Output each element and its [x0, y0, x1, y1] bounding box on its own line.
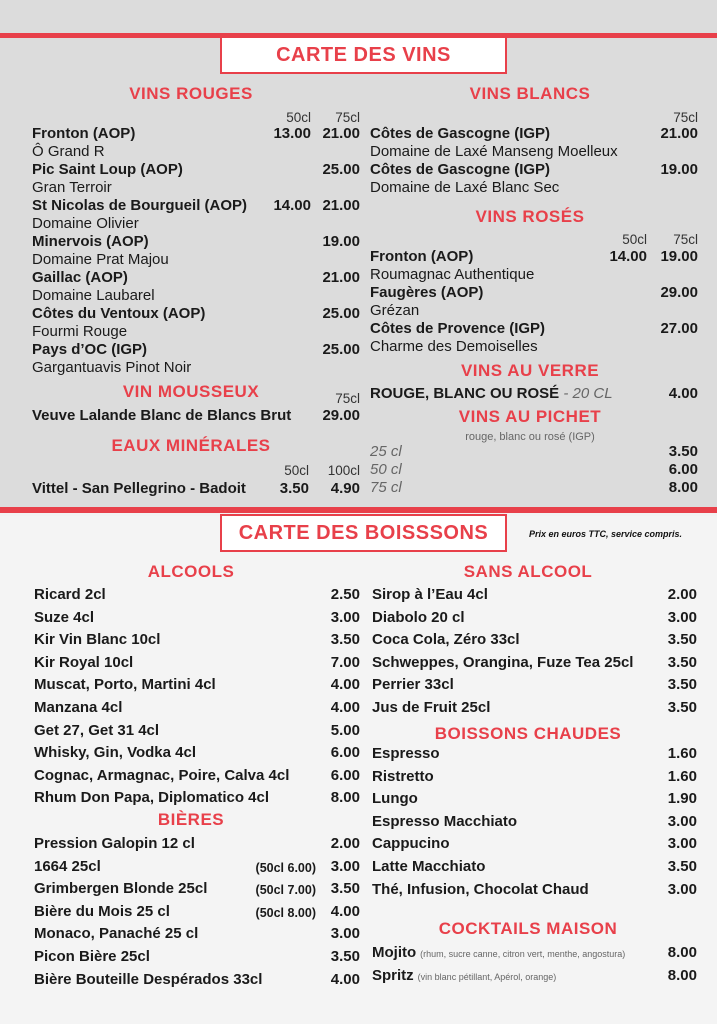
middle-red-line: [0, 507, 717, 513]
alcools-item-name: Suze 4cl: [34, 608, 95, 626]
drinks-title: CARTE DES BOISSSONS: [220, 514, 507, 552]
sans-item-name: Sirop à l’Eau 4cl: [372, 586, 488, 603]
roses-price-50cl: 14.00: [609, 248, 647, 265]
rouges-item-sub: Gran Terroir: [32, 179, 112, 196]
blancs-col: 75cl: [673, 110, 698, 125]
rouges-title: VINS ROUGES: [129, 84, 253, 103]
sans-item-price: 3.00: [667, 608, 697, 626]
verre-title: VINS AU VERRE: [460, 361, 600, 380]
rouges-item-sub: Domaine Prat Majou: [32, 251, 169, 268]
rouges-col-50cl: 50cl: [286, 110, 311, 125]
pichet-price: 6.00: [668, 461, 698, 478]
blancs-item-sub: Domaine de Laxé Manseng Moelleux: [370, 143, 618, 160]
alcools-item-price: 6.00: [330, 744, 360, 762]
rouges-price-75cl: 19.00: [322, 233, 360, 250]
alcools-item-price: 8.00: [330, 789, 360, 807]
chaudes-item-price: 1.60: [667, 767, 697, 785]
sans-item-name: Perrier 33cl: [372, 676, 454, 694]
sans-title: SANS ALCOOL: [463, 562, 593, 581]
mousseux-col: 75cl: [335, 391, 360, 406]
alcools-item-price: 5.00: [330, 721, 360, 739]
sans-item-price: 2.00: [667, 586, 697, 603]
roses-item-sub: Roumagnac Authentique: [370, 266, 535, 283]
alcools-item-price: 7.00: [330, 653, 360, 671]
alcools-item-price: 4.00: [330, 699, 360, 716]
chaudes-item-price: 3.50: [667, 858, 697, 875]
alcools-title: ALCOOLS: [147, 562, 235, 581]
chaudes-item-name: Espresso Macchiato: [372, 812, 518, 830]
chaudes-item-name: Ristretto: [372, 767, 434, 785]
roses-col-75cl: 75cl: [673, 232, 698, 247]
pichet-price: 8.00: [668, 479, 698, 496]
verre-name: ROUGE, BLANC OU ROSÉ - 20 CL: [370, 385, 613, 402]
alcools-item-name: Get 27, Get 31 4cl: [34, 721, 160, 739]
pichet-sub: rouge, blanc ou rosé (IGP): [465, 431, 595, 443]
sans-item-price: 3.50: [667, 653, 697, 671]
alcools-item-name: Rhum Don Papa, Diplomatico 4cl: [34, 789, 270, 807]
price-note: Prix en euros TTC, service compris.: [529, 529, 683, 539]
chaudes-item-price: 3.00: [667, 835, 697, 853]
roses-item-sub: Charme des Demoiselles: [370, 338, 538, 355]
eaux-title: EAUX MINÉRALES: [111, 436, 271, 455]
alcools-item-name: Ricard 2cl: [34, 586, 106, 603]
bieres-item-name: Bière du Mois 25 cl: [34, 902, 170, 920]
rouges-item-sub: Ô Grand R: [32, 143, 105, 160]
mousseux-price: 29.00: [322, 407, 360, 424]
sans-item-price: 3.50: [667, 676, 697, 694]
bieres-item-price: 4.00: [330, 970, 360, 988]
roses-price-75cl: 27.00: [660, 320, 698, 337]
alcools-item-name: Kir Vin Blanc 10cl: [34, 631, 161, 649]
sans-item-price: 3.50: [667, 631, 697, 649]
rouges-item-name: Pays d’OC (IGP): [32, 341, 148, 358]
alcools-item-price: 3.00: [330, 608, 360, 626]
rouges-item-sub: Domaine Laubarel: [32, 287, 155, 304]
roses-item-name: Faugères (AOP): [370, 284, 484, 301]
sans-item-name: Schweppes, Orangina, Fuze Tea 25cl: [372, 653, 634, 671]
verre-price: 4.00: [668, 385, 698, 402]
bieres-item-price: 3.00: [330, 925, 360, 943]
roses-item-name: Côtes de Provence (IGP): [370, 320, 546, 337]
eaux-col-50cl: 50cl: [284, 463, 309, 478]
wine-title: CARTE DES VINS: [220, 36, 507, 74]
chaudes-item-name: Espresso: [372, 745, 440, 762]
blancs-price: 21.00: [660, 125, 698, 142]
chaudes-item-price: 3.00: [667, 812, 697, 830]
bieres-item-name: Picon Bière 25cl: [34, 948, 150, 965]
chaudes-title: BOISSONS CHAUDES: [434, 724, 622, 743]
bieres-item-price: 3.50: [330, 948, 360, 965]
verre-size: - 20 CL: [559, 385, 613, 402]
alcools-item-name: Manzana 4cl: [34, 699, 123, 716]
rouges-item-name: St Nicolas de Bourgueil (AOP): [32, 197, 248, 214]
pichet-size: 25 cl: [370, 443, 402, 460]
roses-title: VINS ROSÉS: [475, 207, 585, 226]
bieres-item-name: Bière Bouteille Despérados 33cl: [34, 970, 263, 988]
chaudes-item-name: Latte Macchiato: [372, 858, 486, 875]
chaudes-item-name: Lungo: [372, 790, 418, 808]
rouges-price-50cl: 13.00: [273, 125, 311, 142]
rouges-price-50cl: 14.00: [273, 197, 311, 214]
bieres-item-price: 2.00: [330, 835, 360, 852]
eaux-name: Vittel - San Pellegrino - Badoit: [32, 480, 246, 497]
rouges-price-75cl: 25.00: [322, 305, 360, 322]
alcools-item-price: 4.00: [330, 676, 360, 694]
bieres-item-name: 1664 25cl: [34, 857, 101, 875]
pichet-size: 75 cl: [370, 479, 402, 496]
bieres-item-name: Grimbergen Blonde 25cl: [34, 880, 208, 898]
rouges-item-sub: Domaine Olivier: [32, 215, 139, 232]
rouges-price-75cl: 25.00: [322, 341, 360, 358]
rouges-item-name: Fronton (AOP): [32, 125, 136, 142]
roses-item-sub: Grézan: [370, 302, 420, 319]
cocktails-item-desc: (rhum, sucre canne, citron vert, menthe, angostura): [420, 949, 626, 959]
pichet-title: VINS AU PICHET: [458, 407, 602, 426]
cocktails-item-name: Spritz (vin blanc pétillant, Apérol, orange): [372, 966, 557, 984]
roses-price-75cl: 29.00: [660, 284, 698, 301]
eaux-price-50cl: 3.50: [279, 480, 309, 497]
eaux-col-100cl: 100cl: [327, 463, 360, 478]
rouges-item-sub: Fourmi Rouge: [32, 323, 128, 340]
mousseux-name: Veuve Lalande Blanc de Blancs Brut: [32, 407, 292, 424]
bieres-item-price: 4.00: [330, 902, 360, 920]
rouges-price-75cl: 21.00: [322, 197, 360, 214]
blancs-title: VINS BLANCS: [469, 84, 591, 103]
eaux-price-100cl: 4.90: [330, 480, 360, 497]
chaudes-item-price: 1.60: [667, 745, 697, 762]
rouges-item-sub: Gargantuavis Pinot Noir: [32, 359, 192, 376]
mousseux-title: VIN MOUSSEUX: [122, 382, 260, 401]
rouges-item-name: Côtes du Ventoux (AOP): [32, 305, 206, 322]
blancs-price: 19.00: [660, 161, 698, 178]
pichet-price: 3.50: [668, 443, 698, 460]
bieres-item-name: Monaco, Panaché 25 cl: [34, 925, 199, 943]
blancs-item-sub: Domaine de Laxé Blanc Sec: [370, 179, 560, 196]
chaudes-item-price: 3.00: [667, 880, 697, 898]
bieres-item-price: 3.50: [330, 880, 360, 898]
bieres-item-50cl: (50cl 7.00): [255, 883, 316, 898]
rouges-price-75cl: 21.00: [322, 125, 360, 142]
pichet-size: 50 cl: [370, 461, 402, 478]
alcools-item-name: Whisky, Gin, Vodka 4cl: [34, 744, 196, 762]
chaudes-item-name: Cappucino: [372, 835, 450, 853]
rouges-price-75cl: 21.00: [322, 269, 360, 286]
rouges-item-name: Minervois (AOP): [32, 233, 149, 250]
roses-col-50cl: 50cl: [622, 232, 647, 247]
alcools-item-price: 3.50: [330, 631, 360, 649]
bieres-item-name: Pression Galopin 12 cl: [34, 835, 195, 852]
bieres-item-50cl: (50cl 6.00): [255, 860, 316, 875]
sans-item-name: Diabolo 20 cl: [372, 608, 465, 626]
bieres-item-50cl: (50cl 8.00): [255, 905, 316, 920]
cocktails-item-desc: (vin blanc pétillant, Apérol, orange): [417, 971, 557, 982]
roses-item-name: Fronton (AOP): [370, 248, 474, 265]
rouges-col-75cl: 75cl: [335, 110, 360, 125]
bieres-title: BIÈRES: [157, 810, 225, 829]
rouges-price-75cl: 25.00: [322, 161, 360, 178]
alcools-item-name: Cognac, Armagnac, Poire, Calva 4cl: [34, 766, 290, 784]
roses-price-75cl: 19.00: [660, 248, 698, 265]
cocktails-title: COCKTAILS MAISON: [438, 919, 618, 938]
sans-item-name: Jus de Fruit 25cl: [372, 699, 491, 716]
cocktails-item-name: Mojito (rhum, sucre canne, citron vert, menthe, angostura): [372, 944, 626, 961]
rouges-item-name: Gaillac (AOP): [32, 269, 128, 286]
rouges-item-name: Pic Saint Loup (AOP): [32, 161, 183, 178]
sans-item-name: Coca Cola, Zéro 33cl: [372, 631, 520, 649]
alcools-item-price: 2.50: [330, 586, 360, 603]
chaudes-item-price: 1.90: [667, 790, 697, 808]
blancs-item-name: Côtes de Gascogne (IGP): [370, 161, 551, 178]
alcools-item-price: 6.00: [330, 766, 360, 784]
alcools-item-name: Muscat, Porto, Martini 4cl: [34, 676, 216, 694]
blancs-item-name: Côtes de Gascogne (IGP): [370, 125, 551, 142]
alcools-item-name: Kir Royal 10cl: [34, 653, 134, 671]
chaudes-item-name: Thé, Infusion, Chocolat Chaud: [372, 880, 589, 898]
cocktails-item-price: 8.00: [667, 966, 697, 984]
sans-item-price: 3.50: [667, 699, 697, 716]
cocktails-item-price: 8.00: [667, 944, 697, 961]
bieres-item-price: 3.00: [330, 857, 360, 875]
